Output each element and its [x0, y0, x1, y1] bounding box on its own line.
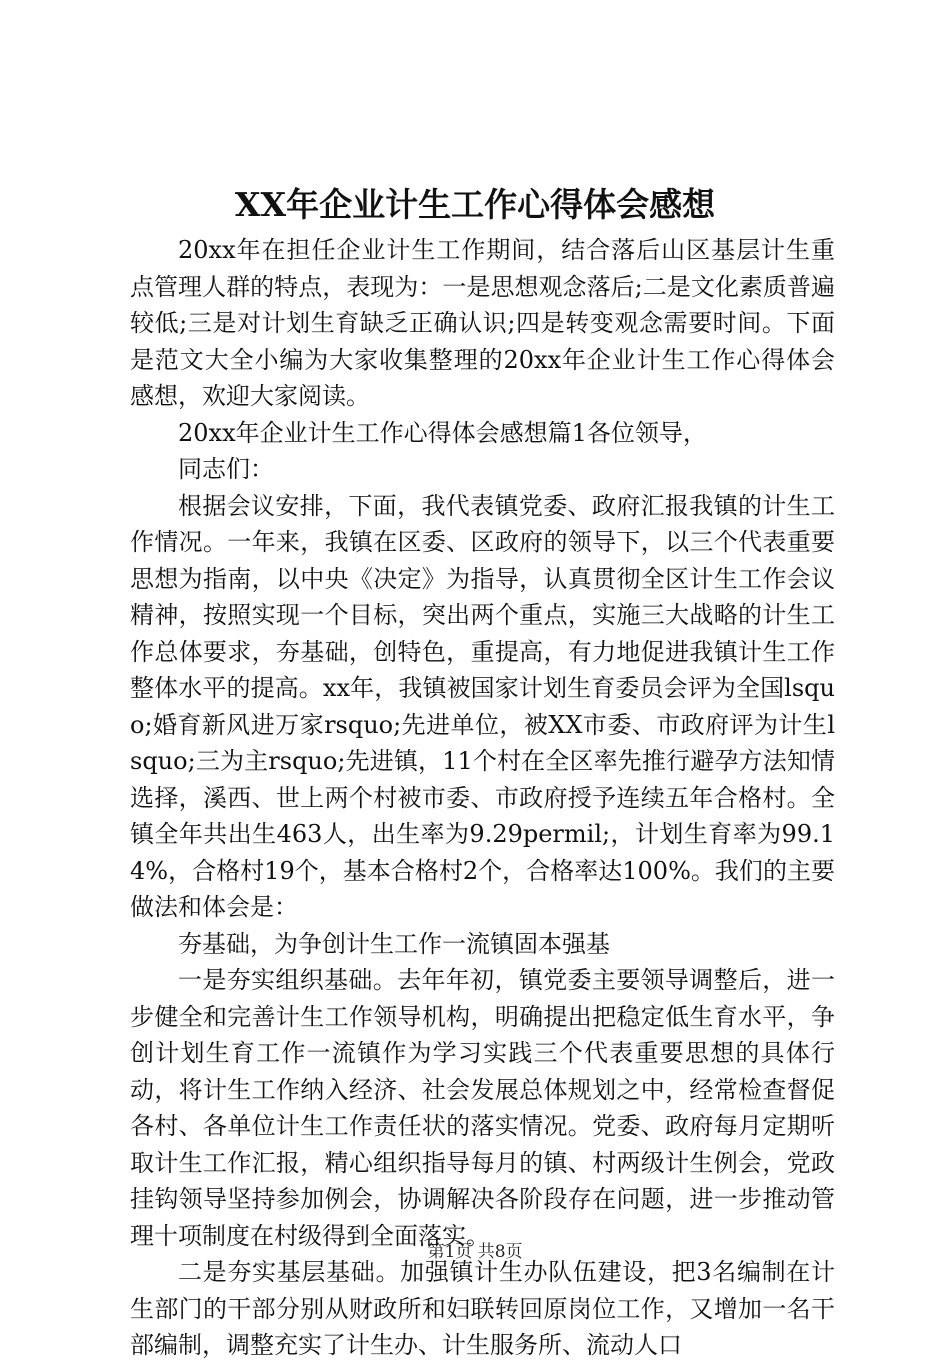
point-two-paragraph: 二是夯实基层基础。加强镇计生办队伍建设，把3名编制在计生部门的干部分别从财政所和妇联转回原岗位工作，又增加一名干部编制，调整充实了计生办、计生服务所、流动人口 [130, 1258, 835, 1359]
section-heading: 20xx年企业计生工作心得体会感想篇1各位领导， [178, 418, 707, 447]
salutation: 同志们： [178, 455, 274, 483]
intro-paragraph: 20xx年在担任企业计生工作期间，结合落后山区基层计生重点管理人群的特点，表现为：一是思想观念落后;二是文化素质普遍较低;三是对计划生育缺乏正确认识;四是转变观念需要时间。下面是范文大全小编为大家收集整理的20xx年企业计生工作心得体会感想，欢迎大家阅读。 [130, 236, 835, 410]
point-one-paragraph: 一是夯实组织基础。去年年初，镇党委主要领导调整后，进一步健全和完善计生工作领导机构，明确提出把稳定低生育水平，争创计划生育工作一流镇作为学习实践三个代表重要思想的具体行动，将计生工作纳入经济、社会发展总体规划之中，经常检查督促各村、各单位计生工作责任状的落实情况。党委、政府每月定期听取计生工作汇报，精心组织指导每月的镇、村两级计生例会，党政挂钩领导坚持参加例会，协调解决各阶段存在问题，进一步推动管理十项制度在村级得到全面落实。 [130, 966, 835, 1250]
document-body [130, 232, 835, 1364]
report-paragraph: 根据会议安排，下面，我代表镇党委、政府汇报我镇的计生工作情况。一年来，我镇在区委、区政府的领导下，以三个代表重要思想为指南，以中央《决定》为指导，认真贯彻全区计生工作会议精神，按照实现一个目标，突出两个重点，实施三大战略的计生工作总体要求，夯基础，创特色，重提高，有力地促进我镇计生工作整体水平的提高。xx年，我镇被国家计划生育委员会评为全国lsquo;婚育新风进万家rsquo;先进单位，被XX市委、市政府评为计生lsquo;三为主rsquo;先进镇，11个村在全区率先推行避孕方法知情选择，溪西、世上两个村被市委、市政府授予连续五年合格村。全镇全年共出生463人，出生率为9.29permil;，计划生育率为99.14%，合格村19个，基本合格村2个，合格率达100%。我们的主要做法和体会是： [130, 491, 835, 921]
page-title: XX年企业计生工作心得体会感想 [234, 185, 716, 224]
page-footer: 第1页 共8页 [427, 1242, 523, 1262]
subheading: 夯基础，为争创计生工作一流镇固本强基 [178, 929, 610, 958]
